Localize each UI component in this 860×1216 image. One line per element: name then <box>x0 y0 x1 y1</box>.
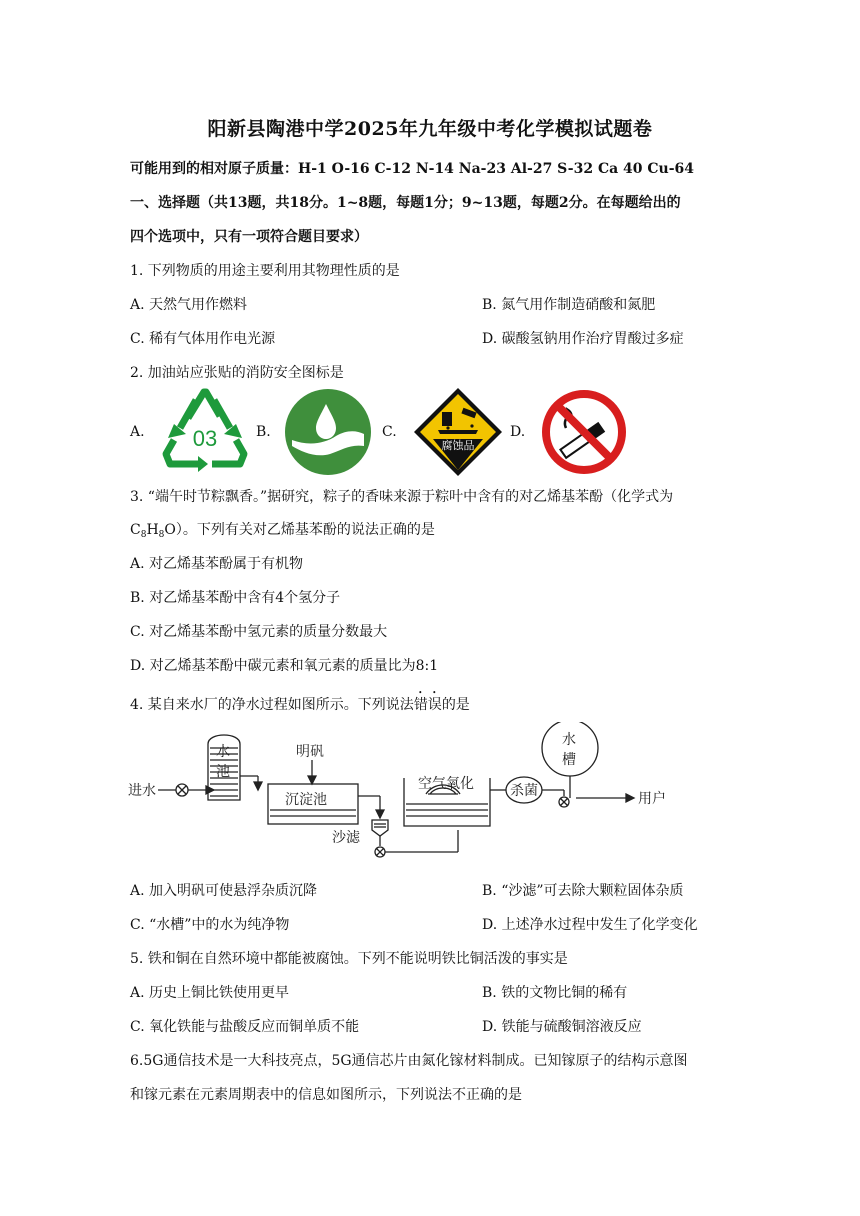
question-2-label-d: D. <box>510 424 526 440</box>
question-3-stem-line2: $C_8H_8O$）。下列有关对乙烯基苯酚的说法正确的是 <box>130 522 435 540</box>
question-2-label-b: B. <box>256 424 271 440</box>
question-3-stem-line1: 3. “端午时节粽飘香。”据研究，粽子的香味来源于粽叶中含有的对乙烯基苯酚（化学式为 <box>130 489 674 505</box>
diagram-pool-1: 水 <box>216 744 230 760</box>
diagram-sterilize: 杀菌 <box>510 783 538 799</box>
question-5-option-b: B. 铁的文物比铜的稀有 <box>482 985 628 1001</box>
question-1-option-a: A. 天然气用作燃料 <box>130 297 248 313</box>
diagram-aeration: 空气氧化 <box>418 776 474 792</box>
question-2-options <box>130 386 650 478</box>
diagram-tank-2: 槽 <box>562 752 576 768</box>
page-title: 阳新县陶港中学2025年九年级中考化学模拟试题卷 <box>207 118 653 140</box>
question-5-option-c: C. 氧化铁能与盐酸反应而铜单质不能 <box>130 1019 360 1035</box>
question-1-option-b: B. 氮气用作制造硝酸和氮肥 <box>482 297 656 313</box>
question-3-option-d: D. 对乙烯基苯酚中碳元素和氧元素的质量比为8:1 <box>130 658 439 674</box>
recycle-icon <box>160 388 250 474</box>
corrosive-label: 腐蚀品 <box>441 439 475 452</box>
question-4-stem: 4. 某自来水厂的净水过程如图所示。下列说法错误的是 <box>130 697 470 713</box>
question-6-stem-line2: 和镓元素在元素周期表中的信息如图所示，下列说法不正确的是 <box>130 1087 522 1103</box>
question-5-option-a: A. 历史上铜比铁使用更早 <box>130 985 290 1001</box>
question-6-stem-line1: 6.5G通信技术是一大科技亮点，5G通信芯片由氮化镓材料制成。已知镓原子的结构示意图 <box>130 1053 688 1069</box>
question-4-option-a: A. 加入明矾可使悬浮杂质沉降 <box>130 883 318 899</box>
question-3-option-b: B. 对乙烯基苯酚中含有4个氢分子 <box>130 590 341 606</box>
question-1-option-c: C. 稀有气体用作电光源 <box>130 331 276 347</box>
question-2-label-c: C. <box>382 424 397 440</box>
diagram-alum: 明矾 <box>296 744 324 760</box>
diagram-sand-filter: 沙滤 <box>332 830 360 846</box>
diagram-tank-1: 水 <box>562 732 576 748</box>
water-treatment-diagram <box>128 722 718 862</box>
question-3-option-a: A. 对乙烯基苯酚属于有机物 <box>130 556 304 572</box>
question-2-stem: 2. 加油站应张贴的消防安全图标是 <box>130 365 344 381</box>
atomic-masses: 可能用到的相对原子质量：H-1 O-16 C-12 N-14 Na-23 Al-27 S-32 Ca 40 Cu-64 <box>130 161 695 177</box>
question-1-stem: 1. 下列物质的用途主要利用其物理性质的是 <box>130 263 400 279</box>
section-heading-line2: 四个选项中，只有一项符合题目要求） <box>130 229 368 245</box>
question-3-option-c: C. 对乙烯基苯酚中氢元素的质量分数最大 <box>130 624 388 640</box>
question-4-option-d: D. 上述净水过程中发生了化学变化 <box>482 917 698 933</box>
diagram-pool-2: 池 <box>216 764 230 780</box>
question-4-option-c: C. “水槽”中的水为纯净物 <box>130 917 290 933</box>
question-5-option-d: D. 铁能与硫酸铜溶液反应 <box>482 1019 642 1035</box>
question-2-label-a: A. <box>130 424 145 440</box>
diagram-settling: 沉淀池 <box>285 792 327 808</box>
question-1-option-d: D. 碳酸氢钠用作治疗胃酸过多症 <box>482 331 684 347</box>
water-drop-icon <box>284 388 372 476</box>
question-4-option-b: B. “沙滤”可去除大颗粒固体杂质 <box>482 883 684 899</box>
corrosive-hazard-icon <box>412 386 504 478</box>
section-heading-line1: 一、选择题（共13题，共18分。1~8题，每题1分；9~13题，每题2分。在每题给出的 <box>130 195 681 211</box>
diagram-user: 用户 <box>638 791 666 807</box>
no-smoking-icon <box>540 388 628 476</box>
recycle-number: 03 <box>192 426 218 451</box>
diagram-inlet: 进水 <box>128 783 156 799</box>
question-5-stem: 5. 铁和铜在自然环境中都能被腐蚀。下列不能说明铁比铜活泼的事实是 <box>130 951 568 967</box>
